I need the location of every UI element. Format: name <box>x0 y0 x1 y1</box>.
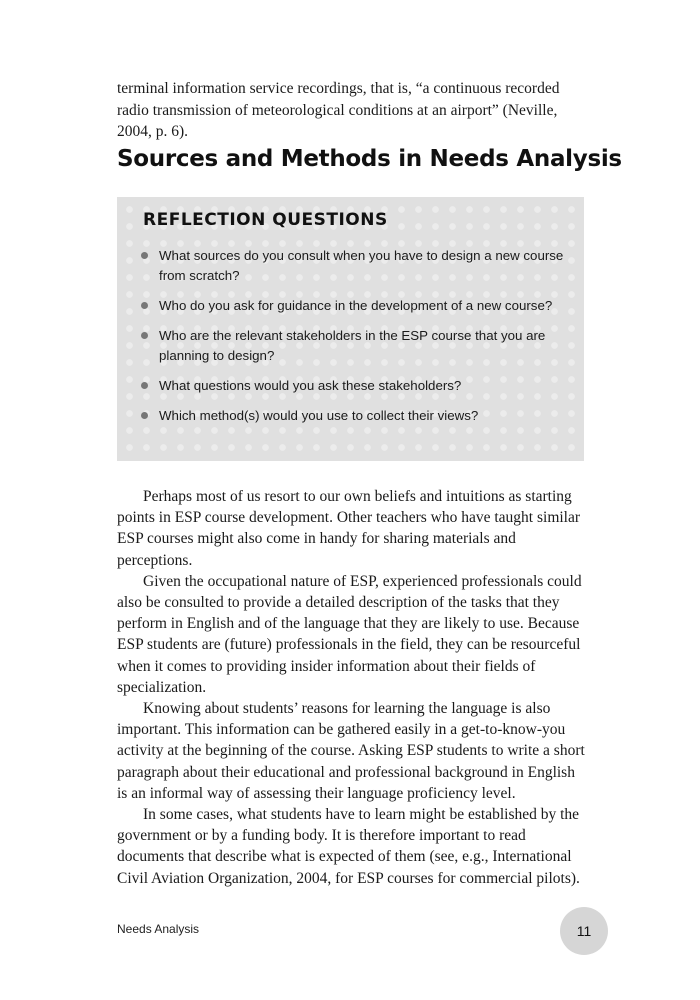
question-text: What questions would you ask these stakeholders? <box>159 378 462 393</box>
question-text: Who are the relevant stakeholders in the ESP course that you are planning to design? <box>159 328 546 363</box>
reflection-title: REFLECTION QUESTIONS <box>143 210 388 230</box>
question-item <box>141 406 571 426</box>
bullet-icon <box>141 302 148 309</box>
question-item <box>141 326 571 366</box>
question-text: Who do you ask for guidance in the development of a new course? <box>159 298 553 313</box>
section-heading: Sources and Methods in Needs Analysis <box>117 146 622 172</box>
body-paragraph: Given the occupational nature of ESP, experienced professionals could also be consulted to provide a detailed description of the tasks that they perform in English and of the language that they are likely to use. Because ESP students are (future) professionals in the field, they can be resourceful when it comes to providing insider information about their fields of specialization. <box>117 572 582 696</box>
intro-paragraph: terminal information service recordings, that is, “a continuous recorded radio transmission of meteorological conditions at an airport” (Neville, 2004, p. 6). <box>117 80 560 140</box>
body-paragraph: Perhaps most of us resort to our own beliefs and intuitions as starting points in ESP course development. Other teachers who have taught similar ESP courses might also come in handy for sharing materials and perceptions. <box>117 488 581 569</box>
page-number: 11 <box>576 923 592 939</box>
question-item <box>141 246 571 286</box>
running-footer-title: Needs Analysis <box>117 922 200 936</box>
question-text: Which method(s) would you use to collect their views? <box>159 408 479 423</box>
page-number-badge <box>560 907 608 955</box>
question-item <box>141 296 571 316</box>
body-paragraph: In some cases, what students have to learn might be established by the government or by a funding body. It is therefore important to read documents that describe what is expected of them (see, e.g., International Civil Aviation Organization, 2004, for ESP courses for commercial pilots). <box>117 806 580 887</box>
bullet-icon <box>141 412 148 419</box>
bullet-icon <box>141 252 148 259</box>
bullet-icon <box>141 382 148 389</box>
question-list <box>141 246 571 426</box>
question-item <box>141 376 571 396</box>
question-text: What sources do you consult when you have to design a new course from scratch? <box>159 248 564 283</box>
bullet-icon <box>141 332 148 339</box>
body-text <box>117 486 587 889</box>
body-paragraph: Knowing about students’ reasons for learning the language is also important. This information can be gathered easily in a get-to-know-you activity at the beginning of the course. Asking ESP students to write a short paragraph about their educational and professional background in English is an informal way of assessing their language proficiency level. <box>117 700 585 802</box>
reflection-questions-box <box>117 197 584 461</box>
